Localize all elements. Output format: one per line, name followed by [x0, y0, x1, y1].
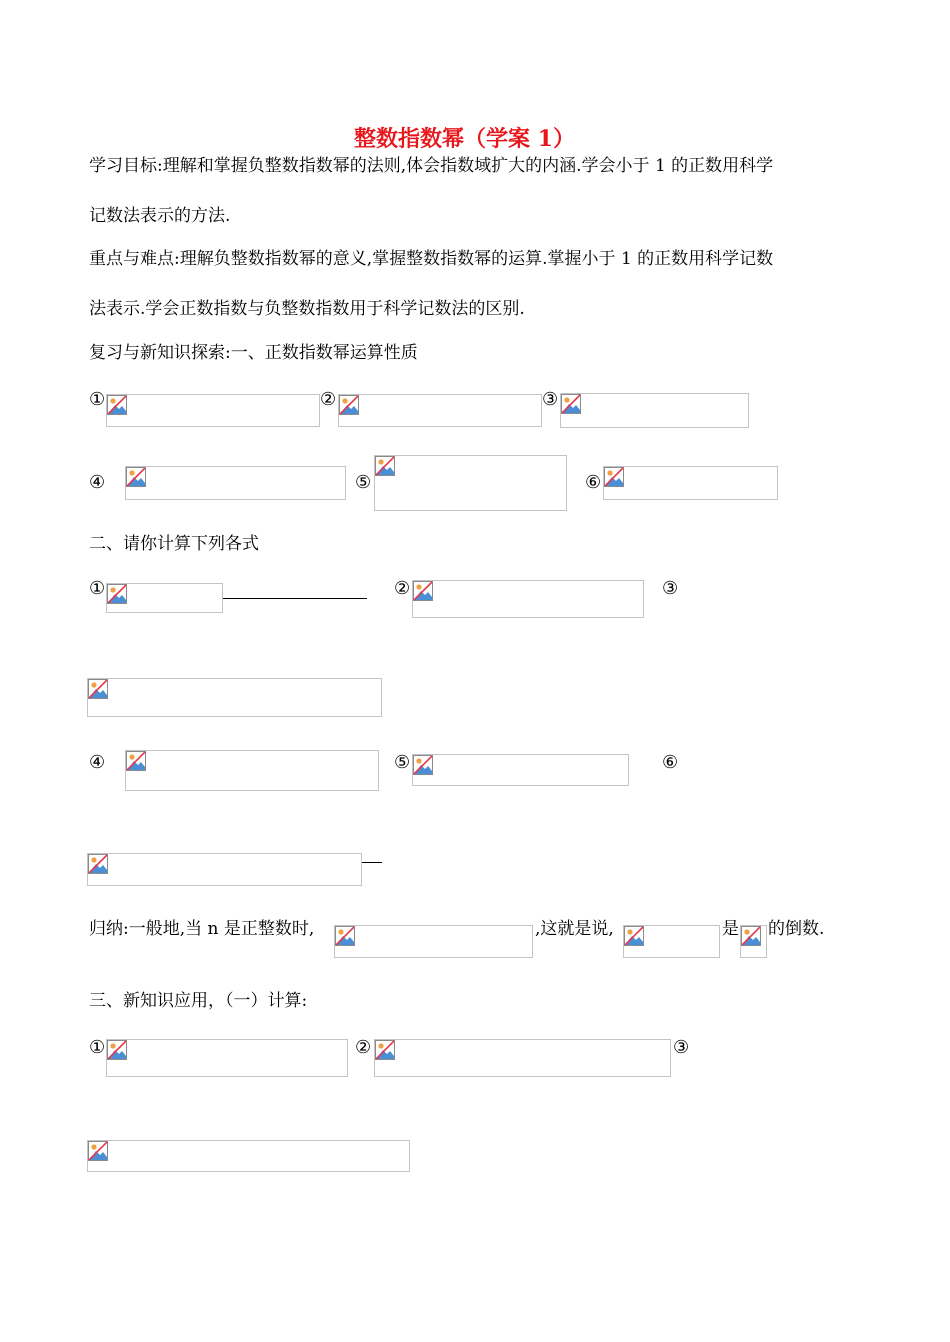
marker-3: ③: [662, 578, 679, 599]
broken-image-icon: [413, 581, 433, 601]
marker-4: ④: [89, 472, 106, 493]
formula-image: [106, 394, 320, 427]
marker-3: ③: [673, 1037, 690, 1058]
broken-image-icon: [375, 456, 395, 476]
marker-4: ④: [89, 752, 106, 773]
marker-2: ②: [394, 578, 411, 599]
broken-image-icon: [561, 394, 581, 414]
formula-image: [560, 393, 749, 428]
formula-image: [740, 925, 767, 958]
broken-image-icon: [107, 584, 127, 604]
broken-image-icon: [413, 755, 433, 775]
objectives-line-1: 学习目标:理解和掌握负整数指数幂的法则,体会指数域扩大的内涵.学会小于 1 的正数用科学: [89, 156, 774, 176]
marker-1: ①: [89, 389, 106, 410]
broken-image-icon: [335, 926, 355, 946]
formula-image: [374, 455, 567, 511]
marker-2: ②: [320, 389, 337, 410]
broken-image-icon: [107, 395, 127, 415]
formula-image: [87, 678, 382, 717]
key-points-line-2: 法表示.学会正数指数与负整数指数用于科学记数法的区别.: [89, 299, 525, 319]
formula-image: [412, 580, 644, 618]
marker-1: ①: [89, 1037, 106, 1058]
section-3-heading: 三、新知识应用，（一）计算:: [89, 991, 308, 1011]
broken-image-icon: [88, 1141, 108, 1161]
page-title: 整数指数幂（学案 1）: [354, 126, 575, 152]
marker-6: ⑥: [662, 752, 679, 773]
formula-image: [106, 583, 223, 613]
formula-image: [412, 754, 629, 786]
summary-middle: ,这就是说,: [535, 919, 614, 939]
marker-5: ⑤: [355, 472, 372, 493]
formula-image: [125, 466, 346, 500]
broken-image-icon: [126, 751, 146, 771]
marker-2: ②: [355, 1037, 372, 1058]
objectives-line-2: 记数法表示的方法.: [89, 206, 231, 226]
formula-image: [623, 925, 720, 958]
summary-is: 是: [722, 919, 739, 939]
broken-image-icon: [624, 926, 644, 946]
section-2-heading: 二、请你计算下列各式: [89, 534, 259, 554]
broken-image-icon: [88, 679, 108, 699]
broken-image-icon: [741, 926, 761, 946]
broken-image-icon: [88, 854, 108, 874]
answer-line: [362, 862, 382, 863]
broken-image-icon: [107, 1040, 127, 1060]
broken-image-icon: [126, 467, 146, 487]
marker-3: ③: [542, 389, 559, 410]
key-points-line-1: 重点与难点:理解负整数指数幂的意义,掌握整数指数幂的运算.掌握小于 1 的正数用科学记数: [89, 249, 774, 269]
formula-image: [106, 1039, 348, 1077]
formula-image: [338, 394, 542, 427]
answer-line: [223, 598, 367, 599]
summary-prefix: 归纳:一般地,当 n 是正整数时,: [89, 919, 315, 939]
formula-image: [87, 1140, 410, 1172]
formula-image: [374, 1039, 671, 1077]
marker-5: ⑤: [394, 752, 411, 773]
broken-image-icon: [339, 395, 359, 415]
broken-image-icon: [375, 1040, 395, 1060]
formula-image: [125, 750, 379, 791]
marker-6: ⑥: [585, 472, 602, 493]
section-1-heading: 复习与新知识探索:一、正数指数幂运算性质: [89, 343, 418, 363]
formula-image: [334, 925, 533, 958]
formula-image: [87, 853, 362, 886]
marker-1: ①: [89, 578, 106, 599]
broken-image-icon: [604, 467, 624, 487]
summary-suffix: 的倒数.: [768, 919, 825, 939]
formula-image: [603, 466, 778, 500]
